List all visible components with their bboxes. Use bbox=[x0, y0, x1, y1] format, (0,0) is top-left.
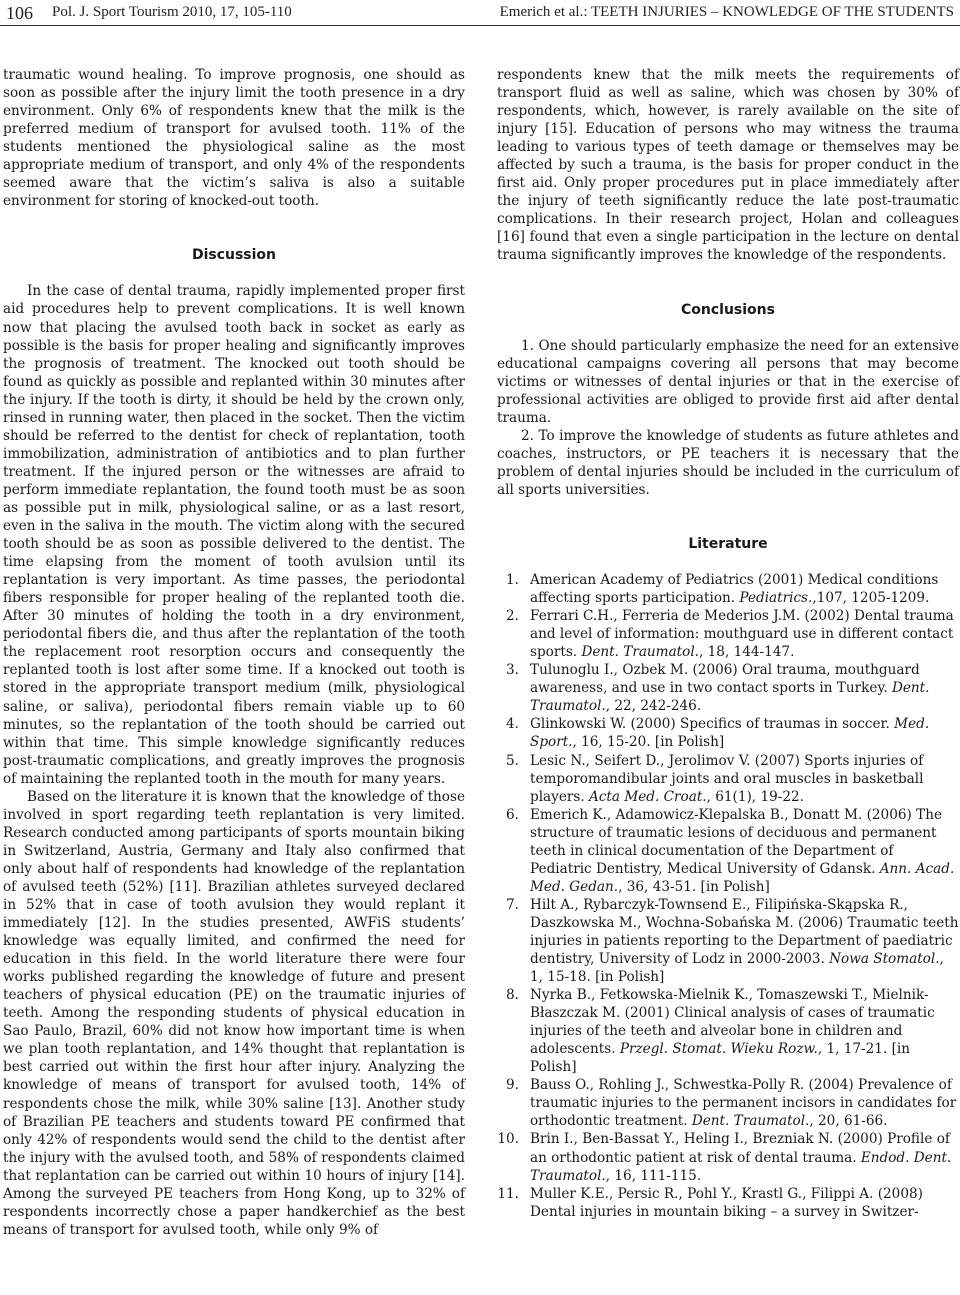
conclusion-2: 2. To improve the knowledge of students as future athletes and coaches, instructors, or PE teachers it is necessary that the problem of dental injuries should be included in the curriculum of all sports universities. bbox=[497, 427, 959, 498]
reference-item bbox=[497, 1076, 959, 1130]
header-rule bbox=[0, 25, 960, 26]
reference-tail: , 16, 111-115. bbox=[605, 1167, 702, 1184]
reference-journal: Ann. Acad. Med. Gedan. bbox=[530, 860, 955, 895]
reference-text: Glinkowski W. (2000) Specifics of traumas in soccer. bbox=[530, 716, 895, 733]
reference-item bbox=[497, 896, 959, 986]
reference-number: 3. bbox=[506, 662, 519, 679]
page-header bbox=[0, 0, 960, 28]
reference-number: 6. bbox=[506, 806, 519, 823]
reference-tail: , 1, 17-21. [in Polish] bbox=[530, 1041, 910, 1076]
running-title: Emerich et al.: TEETH INJURIES – KNOWLEDGE OF THE STUDENTS bbox=[499, 4, 954, 20]
reference-number: 7. bbox=[506, 896, 519, 913]
reference-text: Emerich K., Adamowicz-Klepalska B., Donatt M. (2006) The structure of traumatic lesions of deciduous and permanent teeth in clinical documentation of the Department of Pediatric Dentistry, Medical University of Gdansk. bbox=[530, 806, 942, 877]
reference-journal: Nowa Stomatol. bbox=[829, 951, 940, 968]
reference-text: Muller K.E., Persic R., Pohl Y., Krastl G., Filippi A. (2008) Dental injuries in mountain biking – a survey in Switzer- bbox=[530, 1185, 923, 1220]
reference-number: 11. bbox=[497, 1185, 519, 1202]
reference-journal: Dent. Traumatol. bbox=[530, 680, 930, 715]
reference-item bbox=[497, 571, 959, 607]
reference-item bbox=[497, 752, 959, 806]
reference-tail: ,107, 1205-1209. bbox=[812, 590, 930, 607]
left-column bbox=[3, 66, 465, 1239]
reference-text: Hilt A., Rybarczyk-Townsend E., Filipińska-Skąpska R., Daszkowska M., Wochna-Sobańska M. (2006) Traumatic teeth injuries in patients reporting to the Department of paediatric dentistry, University of Lodz in 2000-2003. bbox=[530, 896, 959, 968]
journal-citation: Pol. J. Sport Tourism 2010, 17, 105-110 bbox=[52, 4, 292, 20]
reference-tail: , 16, 15-20. [in Polish] bbox=[572, 734, 725, 751]
reference-tail: , 61(1), 19-22. bbox=[706, 788, 804, 805]
reference-item bbox=[497, 986, 959, 1076]
reference-journal: Med. Sport. bbox=[530, 716, 930, 751]
conclusions-heading: Conclusions bbox=[681, 301, 775, 318]
reference-text: Lesic N., Seifert D., Jerolimov V. (2007) Sports injuries of temporomandibular joints and oral muscles in basketball players. bbox=[530, 752, 924, 805]
reference-journal: Acta Med. Croat. bbox=[589, 788, 707, 805]
reference-journal: Dent. Traumatol. bbox=[691, 1113, 810, 1130]
reference-tail: , 36, 43-51. [in Polish] bbox=[618, 878, 770, 895]
reference-item bbox=[497, 1185, 959, 1221]
reference-journal: Endod. Dent. Traumatol. bbox=[530, 1149, 952, 1184]
reference-tail: , 1, 15-18. [in Polish] bbox=[530, 951, 944, 986]
reference-number: 8. bbox=[506, 987, 519, 1004]
reference-item bbox=[497, 715, 959, 751]
discussion-paragraph-2: Based on the literature it is known that the knowledge of those involved in sport regarding teeth replantation is very limited. Research conducted among participants of sports mountain biking in Switzerland, Austria, Germany and Italy also confirmed that only about half of respondents had knowledge of the replantation of avulsed teeth (52%) [11]. Brazilian athletes surveyed declared in 52% that in case of tooth avulsion they would replant it immediately [12]. In the studies presented, AWFiS students’ knowledge was equally limited, and confirmed the need for education in this field. In the world literature there were four works published regarding the knowledge of future and present teachers of physical education (PE) on the traumatic injuries of teeth. Among the responding students of physical education in Sao Paulo, Brazil, 60% did not know how important time is when we plan tooth replantation, and 14% thought that replantation is best carried out within the first hour after injury. Analyzing the knowledge of means of transport for avulsed tooth, 14% of respondents chose the milk, while 30% saline [13]. Another study of Brazilian PE teachers and students toward PE confirmed that only 42% of respondents would send the child to the dentist after the injury with the avulsed tooth, and 58% of respondents claimed that replantation can be carried out within 10 hours of injury [14]. Among the surveyed PE teachers from Hong Kong, up to 32% of respondents incorrectly chose a paper handkerchief as the best means of transport for avulsed tooth, while only 9% of bbox=[3, 788, 465, 1238]
reference-number: 4. bbox=[506, 716, 519, 733]
conclusion-1: 1. One should particularly emphasize the need for an extensive educational campaigns covering all persons that may become victims or witnesses of dental injuries or that in the exercise of professional activities are obliged to provide first aid after dental trauma. bbox=[497, 337, 959, 426]
reference-list bbox=[497, 571, 959, 1221]
reference-tail: , 18, 144-147. bbox=[699, 644, 795, 661]
reference-text: Tulunoglu I., Ozbek M. (2006) Oral trauma, mouthguard awareness, and use in two contact sports in Turkey. bbox=[530, 662, 920, 697]
reference-item bbox=[497, 806, 959, 896]
page-number: 106 bbox=[6, 3, 33, 23]
reference-journal: Pediatrics. bbox=[739, 590, 813, 607]
reference-text: Nyrka B., Fetkowska-Mielnik K., Tomaszewski T., Mielnik-Błaszczak M. (2001) Clinical analysis of cases of traumatic injuries of the teeth and alveolar bone in children and adolescents. bbox=[530, 987, 935, 1058]
reference-number: 9. bbox=[506, 1077, 519, 1094]
continuation-paragraph: respondents knew that the milk meets the requirements of transport fluid as well as saline, which was chosen by 30% of respondents, which, however, is rarely available on the site of injury [15]. Education of persons who may witness the trauma leading to various types of teeth damage or themselves may be affected by such a trauma, is the basis for proper conduct in the first aid. Only proper procedures put in place immediately after the injury of teeth significantly reduce the late post-traumatic complications. In their research project, Holan and colleagues [16] found that even a single participation in the lecture on dental trauma significantly improves the knowledge of the respondents. bbox=[497, 67, 959, 264]
reference-number: 1. bbox=[506, 572, 519, 589]
reference-item bbox=[497, 661, 959, 715]
discussion-paragraph-1: In the case of dental trauma, rapidly implemented proper first aid procedures help to prevent complications. It is well known now that placing the avulsed tooth back in socket as early as possible is the basis for proper healing and significantly improves the prognosis of treatment. The knocked out tooth should be found as quickly as possible and replanted within 30 minutes after the injury. If the tooth is dirty, it should be held by the crown only, rinsed in running water, then placed in the socket. Then the victim should be referred to the dentist for check of replantation, tooth immobilization, administration of antibiotics and to plan further treatment. If the injured person or the witnesses are afraid to perform immediate replantation, the found tooth must be as soon as possible put in milk, physiological saline, or as a last resort, even in the saliva in the mouth. The victim along with the secured tooth should be as soon as possible delivered to the dentist. The time elapsing from the moment of tooth avulsion until its replantation is very important. As time passes, the periodontal fibers responsible for proper healing of the replanted tooth die. After 30 minutes of holding the tooth in a dry environment, periodontal fibers die, and thus after the replantation of the tooth the replacement root resorption occurs and consequently the replanted tooth is lost after some time. If a knocked out tooth is stored in the appropriate transport medium (milk, physiological saline, or saliva), periodontal fibers remain viable up to 60 minutes, so the replantation of the tooth should be carried out within that time. This simple knowledge significantly reduces post-traumatic complications, and greatly improves the prognosis of maintaining the replanted tooth in the mouth for many years. bbox=[3, 283, 465, 787]
literature-heading: Literature bbox=[688, 535, 768, 552]
reference-journal: Dent. Traumatol. bbox=[581, 644, 699, 661]
reference-tail: , 22, 242-246. bbox=[605, 698, 702, 715]
reference-item bbox=[497, 1130, 959, 1184]
reference-number: 5. bbox=[506, 752, 519, 769]
reference-journal: Przegl. Stomat. Wieku Rozw. bbox=[619, 1041, 818, 1058]
right-column bbox=[497, 66, 959, 1221]
reference-text: Bauss O., Rohling J., Schwestka-Polly R. (2004) Prevalence of traumatic injuries to the permanent incisors in candidates for orthodontic treatment. bbox=[530, 1077, 957, 1130]
reference-number: 2. bbox=[506, 608, 519, 625]
reference-text: Brin I., Ben-Bassat Y., Heling I., Brezniak N. (2000) Profile of an orthodontic patient at risk of dental trauma. bbox=[530, 1131, 950, 1166]
discussion-heading: Discussion bbox=[191, 247, 277, 264]
intro-paragraph: traumatic wound healing. To improve prognosis, one should as soon as possible after the injury limit the tooth presence in a dry environment. Only 6% of respondents knew that the milk is the preferred medium of transport for avulsed tooth. 11% of the students mentioned the physiological saline as the most appropriate medium of transport, and only 4% of the respondents seemed aware that the victim’s saliva is also a suitable environment for storing of knocked-out tooth. bbox=[3, 67, 465, 210]
reference-item bbox=[497, 607, 959, 661]
reference-tail: , 20, 61-66. bbox=[809, 1113, 888, 1130]
reference-text: American Academy of Pediatrics (2001) Medical conditions affecting sports participation. bbox=[530, 572, 939, 607]
reference-number: 10. bbox=[497, 1131, 519, 1148]
reference-text: Ferrari C.H., Ferreria de Mederios J.M. (2002) Dental trauma and level of information: mouthguard use in different contact sports. bbox=[530, 608, 954, 661]
